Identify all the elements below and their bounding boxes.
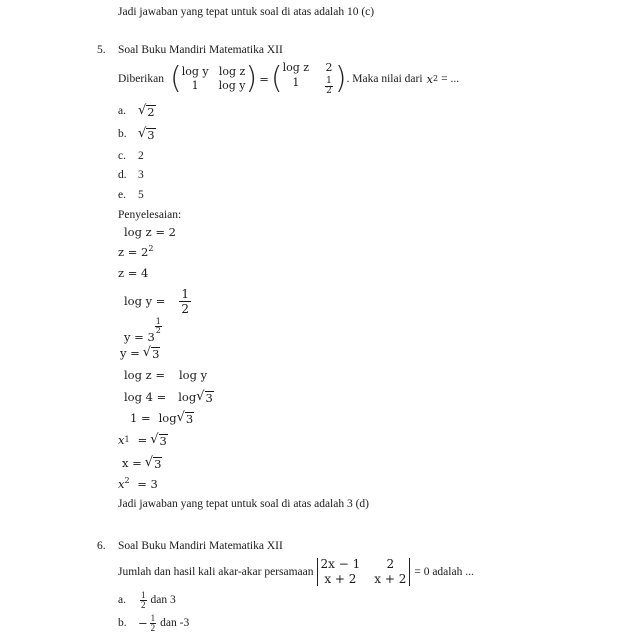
matrix-right-cell: 2 xyxy=(325,61,333,75)
step-10: x 1 = √ 3 xyxy=(118,432,167,448)
step-9: 1 = log √ 3 xyxy=(130,410,194,426)
sqrt-symbol: √ 3 xyxy=(150,432,167,448)
matrix-left-cell: 1 xyxy=(191,79,199,92)
sqrt-symbol: √ 3 xyxy=(196,389,213,405)
ask-tail: = ... xyxy=(441,72,460,85)
det-cell: 2x − 1 xyxy=(320,557,361,572)
q5-option-b: b. √ 3 xyxy=(118,126,155,142)
q5-number: 5. xyxy=(97,44,106,56)
matrix-left-cell: log y xyxy=(181,64,209,78)
step-1: log z = 2 xyxy=(124,225,176,239)
step-2: $z = 2^2$ xyxy=(118,244,154,259)
q6-title: Soal Buku Mandiri Matematika XII xyxy=(118,540,283,552)
sqrt-symbol: √ 3 xyxy=(144,455,162,471)
fraction-one-half: $\frac{1}{2}$ xyxy=(141,589,146,610)
matrix-right-open-paren: ( xyxy=(270,61,283,96)
fraction-one-half: $\frac{1}{2}$ xyxy=(181,286,190,316)
matrix-left-cell: log z xyxy=(218,64,246,78)
sqrt-symbol: √ 3 xyxy=(138,126,155,142)
matrix-left-open-paren: ( xyxy=(169,61,182,96)
det-cell: 2 xyxy=(386,557,395,572)
sqrt-symbol: √ 2 xyxy=(138,103,155,119)
fraction-one-half: $\frac{1}{2}$ xyxy=(150,612,156,633)
matrix-right-fraction: $\frac{1}{2}$ xyxy=(326,75,332,96)
matrix-left-close-paren: ) xyxy=(245,61,258,96)
determinant xyxy=(317,558,411,585)
matrix-right-cell: log z xyxy=(282,61,310,75)
step-12: $x^2 = 3$ xyxy=(118,476,158,491)
step-11: x = √ 3 xyxy=(122,455,162,471)
q5-option-d: d. 3 xyxy=(118,169,144,181)
q5-option-c: c. 2 xyxy=(118,150,144,162)
matrix-right xyxy=(283,62,335,95)
sqrt-symbol: √ 3 xyxy=(176,410,194,426)
q6-option-a: a. $\frac{1}{2}$ dan 3 xyxy=(118,589,176,610)
q6-option-b: b. − $\frac{1}{2}$ dan -3 xyxy=(118,612,190,633)
q5-prompt: Diberikan ( log y log z 1 log y ) = ( log z 2 1 $\frac{1}{2}$ ) . Maka nilai dari x 2 = ... xyxy=(118,61,460,96)
q6-number: 6. xyxy=(97,540,106,552)
step-3: z = 4 xyxy=(118,266,149,280)
previous-conclusion: Jadi jawaban yang tepat untuk soal di atas adalah 10 (c) xyxy=(118,6,375,18)
sqrt-symbol: √ 3 xyxy=(142,345,160,361)
matrix-right-cell: 1 xyxy=(292,75,300,89)
equals-sign: = xyxy=(259,71,269,86)
matrix-right-close-paren: ) xyxy=(334,61,347,96)
exponent-fraction: $\frac{1}{2}$ xyxy=(155,317,161,335)
matrix-left-cell: log y xyxy=(218,79,246,92)
step-6: y = √ 3 xyxy=(120,345,160,361)
step-8: log 4 = log √ 3 xyxy=(124,389,213,405)
q5-option-a: a. √ 2 xyxy=(118,103,155,119)
q5-title: Soal Buku Mandiri Matematika XII xyxy=(118,44,283,56)
solution-label: Penyelesaian: xyxy=(118,209,182,221)
step-5: y = 3 $\frac{1}{2}$ xyxy=(124,317,161,345)
det-cell: x + 2 xyxy=(374,571,407,586)
matrix-left xyxy=(182,66,246,92)
ask-var: x xyxy=(426,71,434,86)
q5-option-e: e. 5 xyxy=(118,189,144,201)
q6-prompt: Jumlah dan hasil kali akar-akar persamaan 2x − 1 2 x + 2 x + 2 = 0 adalah ... xyxy=(118,557,474,586)
ask-text: . Maka nilai dari xyxy=(346,72,423,85)
step-7: log z = log y xyxy=(124,368,208,382)
q5-conclusion: Jadi jawaban yang tepat untuk soal di atas adalah 3 (d) xyxy=(118,498,370,510)
given-label: Diberikan xyxy=(118,72,164,85)
det-cell: x + 2 xyxy=(324,571,357,586)
step-4: log y = $\frac{1}{2}$ xyxy=(124,286,190,316)
